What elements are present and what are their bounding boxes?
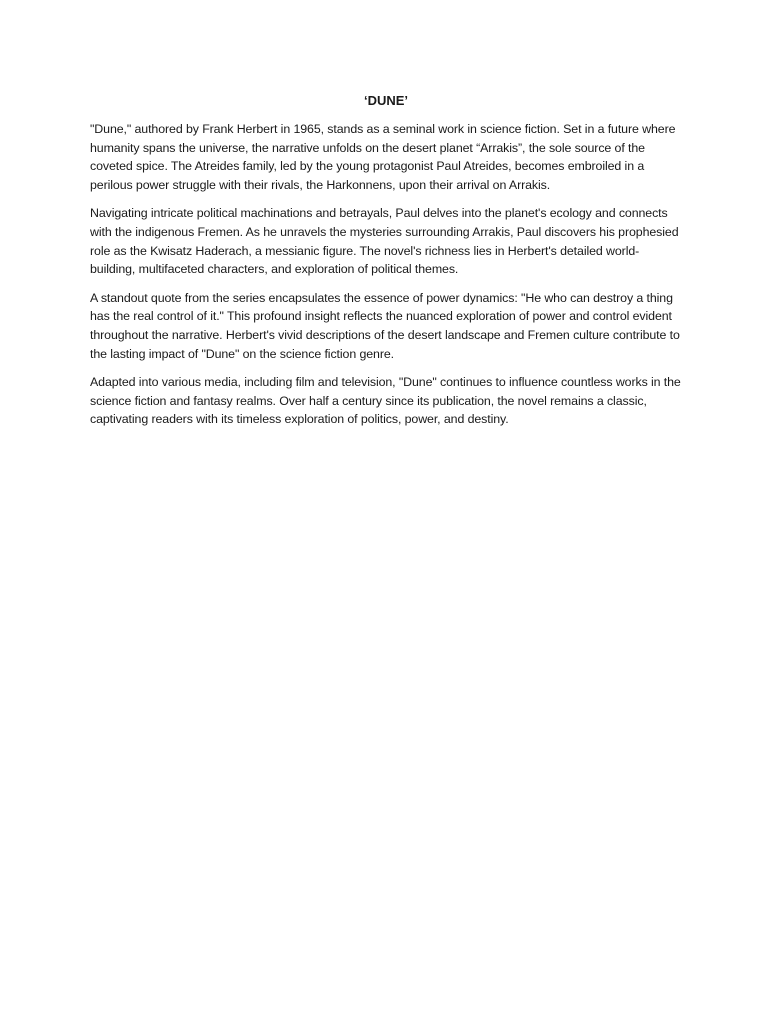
paragraph-1: "Dune," authored by Frank Herbert in 1965, stands as a seminal work in science fiction. Set in a future where humanity spans the universe, the narrative unfolds on the desert planet “Arrakis”, the sole source of the coveted spice. The Atreides family, led by the young protagonist Paul Atreides, becomes embroiled in a perilous power struggle with their rivals, the Harkonnens, upon their arrival on Arrakis. bbox=[90, 122, 676, 192]
document-body bbox=[90, 92, 682, 439]
paragraph-3: A standout quote from the series encapsulates the essence of power dynamics: "He who can destroy a thing has the real control of it." This profound insight reflects the nuanced exploration of power and control evident throughout the narrative. Herbert's vivid descriptions of the desert landscape and Fremen culture contribute to the lasting impact of "Dune" on the science fiction genre. bbox=[90, 290, 680, 361]
paragraph-4: Adapted into various media, including film and television, "Dune" continues to influence countless works in the science fiction and fantasy realms. Over half a century since its publication, the novel remains a classic, captivating readers with its timeless exploration of politics, power, and destiny. bbox=[90, 375, 681, 427]
paragraph-2: Navigating intricate political machinations and betrayals, Paul delves into the planet's ecology and connects with the indigenous Fremen. As he unravels the mysteries surrounding Arrakis, Paul discovers his prophesied role as the Kwisatz Haderach, a messianic figure. The novel's richness lies in Herbert's detailed world-building, multifaceted characters, and exploration of political themes. bbox=[90, 206, 679, 277]
document-title: ‘DUNE’ bbox=[363, 93, 409, 108]
